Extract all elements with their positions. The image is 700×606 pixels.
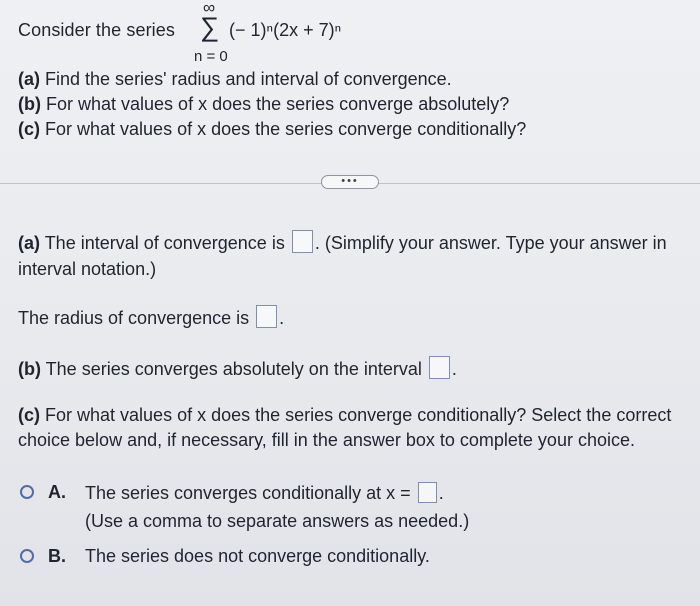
question-part-a-text: Find the series' radius and interval of convergence. — [45, 69, 452, 89]
more-dots-icon: ••• — [341, 174, 359, 187]
summation-lower-limit: n = 0 — [194, 48, 228, 65]
series-intro-text: Consider the series — [18, 20, 175, 40]
absolute-convergence-line — [18, 356, 457, 380]
choice-a[interactable] — [18, 482, 678, 536]
choice-b-letter: B. — [48, 546, 66, 566]
interval-answer-box[interactable] — [292, 230, 313, 253]
interval-prefix-text: The interval of convergence is — [44, 233, 285, 253]
question-block — [18, 0, 688, 170]
conditional-question-line-2 — [18, 430, 635, 451]
series-expression — [229, 20, 341, 41]
conditional-question-text-2: choice below and, if necessary, fill in the answer box to complete your choice. — [18, 430, 635, 450]
radius-prefix-text: The radius of convergence is — [18, 308, 250, 328]
radius-suffix-text: . — [279, 308, 285, 328]
question-part-a-letter: (a) — [18, 69, 40, 89]
choice-a-radio[interactable] — [20, 485, 34, 499]
choice-b[interactable] — [18, 546, 678, 600]
choice-a-prefix: The series converges conditionally at x = — [85, 483, 411, 503]
answer-part-c-letter: (c) — [18, 405, 40, 425]
choice-a-text — [85, 482, 444, 504]
conditional-question-text-1: For what values of x does the series converge conditionally? Select the correct — [45, 405, 672, 425]
choice-a-suffix: . — [438, 483, 444, 503]
series-statement — [18, 0, 478, 70]
question-part-c-letter: (c) — [18, 119, 40, 139]
question-part-c-text: For what values of x does the series converge conditionally? — [45, 119, 527, 139]
choice-b-text: The series does not converge conditionally. — [85, 546, 430, 566]
choice-a-note: (Use a comma to separate answers as needed.) — [85, 511, 470, 531]
question-part-b — [18, 94, 509, 115]
absolute-interval-answer-box[interactable] — [429, 356, 450, 379]
interval-answer-line-2 — [18, 259, 156, 280]
question-part-c — [18, 119, 526, 140]
conditional-question-line-1 — [18, 405, 671, 426]
radius-answer-line — [18, 305, 284, 329]
series-expression-text: (− 1)ⁿ(2x + 7)ⁿ — [229, 20, 342, 40]
interval-suffix-text: . (Simplify your answer. Type your answer in — [314, 233, 667, 253]
absolute-convergence-suffix: . — [451, 359, 457, 379]
answer-area — [18, 220, 698, 606]
expand-more-button[interactable] — [321, 175, 379, 189]
question-part-b-text: For what values of x does the series converge absolutely? — [46, 94, 510, 114]
answer-part-b-letter: (b) — [18, 359, 41, 379]
interval-answer-line — [18, 230, 667, 254]
absolute-convergence-text: The series converges absolutely on the interval — [45, 359, 422, 379]
summation-upper-limit: ∞ — [203, 0, 216, 17]
summation-symbol: ∑ — [200, 12, 220, 42]
choice-a-letter: A. — [48, 482, 66, 502]
interval-notation-text: interval notation.) — [18, 259, 157, 279]
question-part-b-letter: (b) — [18, 94, 41, 114]
conditional-x-answer-box[interactable] — [418, 482, 437, 503]
choice-b-radio[interactable] — [20, 549, 34, 563]
question-part-a — [18, 69, 452, 90]
answer-part-a-letter: (a) — [18, 233, 40, 253]
radius-answer-box[interactable] — [256, 305, 277, 328]
